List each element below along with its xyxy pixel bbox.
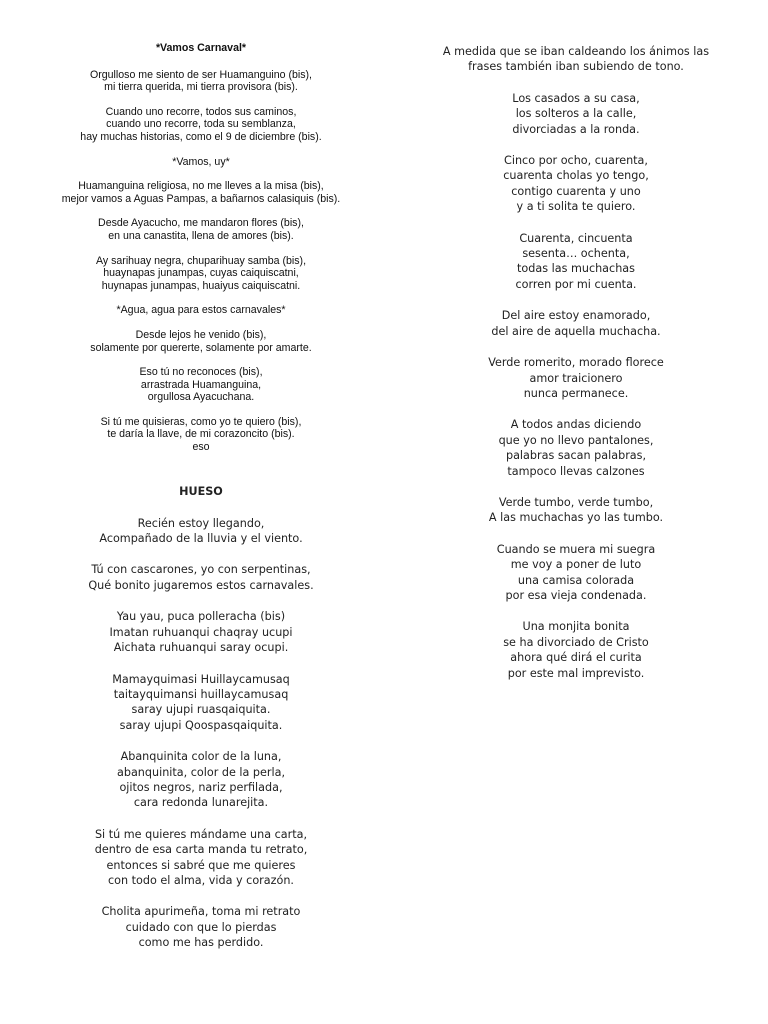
stanza: Los casados a su casa, los solteros a la calle, divorciadas a la ronda. bbox=[512, 91, 640, 136]
hueso-title: HUESO bbox=[179, 484, 223, 498]
stanza: Si tú me quieres mándame una carta, dentro de esa carta manda tu retrato, entonces si sabré que me quieres con todo el alma, vida y corazón. bbox=[94, 827, 308, 887]
stanza: Una monjita bonita se ha divorciado de Cristo ahora qué dirá el curita por este mal imprevisto. bbox=[503, 620, 649, 680]
stanza: A todos andas diciendo que yo no llevo pantalones, palabras sacan palabras, tampoco llevas calzones bbox=[498, 418, 654, 478]
stanza: Cholita apurimeña, toma mi retrato cuidado con que lo pierdas como me has perdido. bbox=[101, 905, 301, 950]
stanza: Del aire estoy enamorado, del aire de aquella muchacha. bbox=[491, 309, 661, 338]
stanza: Yau yau, puca polleracha (bis) Imatan ruhuanqui chaqray ucupi Aichata ruhuanqui saray ocupi. bbox=[109, 610, 293, 655]
stanza: Cuarenta, cincuenta sesenta… ochenta, todas las muchachas corren por mi cuenta. bbox=[515, 231, 637, 291]
stanza: Huamanguina religiosa, no me lleves a la misa (bis), mejor vamos a Aguas Pampas, a bañarnos calasiquis (bis). bbox=[61, 180, 341, 205]
stanza: Desde lejos he venido (bis), solamente por quererte, solamente por amarte. bbox=[90, 328, 312, 354]
vamos-carnaval-title: *Vamos Carnaval* bbox=[155, 42, 247, 54]
stanza: Cinco por ocho, cuarenta, cuarenta cholas yo tengo, contigo cuarenta y uno y a ti solita te quiero. bbox=[503, 154, 649, 214]
left-column bbox=[22, 0, 380, 951]
stanza: *Vamos, uy* bbox=[172, 155, 230, 168]
stanza: Abanquinita color de la luna, abanquinita, color de la perla, ojitos negros, nariz perfilada, cara redonda lunarejita. bbox=[116, 750, 286, 810]
stanza: Verde romerito, morado florece amor traicionero nunca permanece. bbox=[488, 356, 664, 400]
stanza: Orgulloso me siento de ser Huamanguino (bis), mi tierra querida, mi tierra provisora (bis). bbox=[90, 68, 312, 94]
stanza: Desde Ayacucho, me mandaron flores (bis), en una canastita, llena de amores (bis). bbox=[98, 217, 304, 242]
stanza: Eso tú no reconoces (bis), arrastrada Huamanguina, orgullosa Ayacuchana. bbox=[139, 366, 263, 404]
stanza: Cuando se muera mi suegra me voy a poner de luto una camisa colorada por esa vieja condenada. bbox=[496, 542, 656, 602]
stanza: Tú con cascarones, yo con serpentinas, Qué bonito jugaremos estos carnavales. bbox=[88, 563, 314, 592]
right-column bbox=[406, 0, 746, 681]
stanza: *Agua, agua para estos carnavales* bbox=[116, 304, 286, 317]
stanza: Verde tumbo, verde tumbo, A las muchachas yo las tumbo. bbox=[488, 495, 664, 525]
stanza: Recién estoy llegando, Acompañado de la lluvia y el viento. bbox=[99, 516, 303, 546]
stanza: Si tú me quisieras, como yo te quiero (bis), te daría la llave, de mi corazoncito (bis). eso bbox=[100, 415, 302, 454]
stanza: Cuando uno recorre, todos sus caminos, cuando uno recorre, toda su semblanza, hay muchas historias, como el 9 de diciembre (bis). bbox=[80, 105, 322, 143]
intro-paragraph: A medida que se iban caldeando los ánimos las frases también iban subiendo de tono. bbox=[442, 45, 710, 74]
stanza: Mamayquimasi Huillaycamusaq taitayquimansi huillaycamusaq saray ujupi ruasqaiquita. saray ujupi Qoospasqaiquita. bbox=[112, 672, 290, 732]
stanza: Ay sarihuay negra, chuparihuay samba (bis), huaynapas junampas, cuyas caiquiscatni, huynapas junampas, huaiyus caiquiscatni. bbox=[95, 254, 307, 292]
